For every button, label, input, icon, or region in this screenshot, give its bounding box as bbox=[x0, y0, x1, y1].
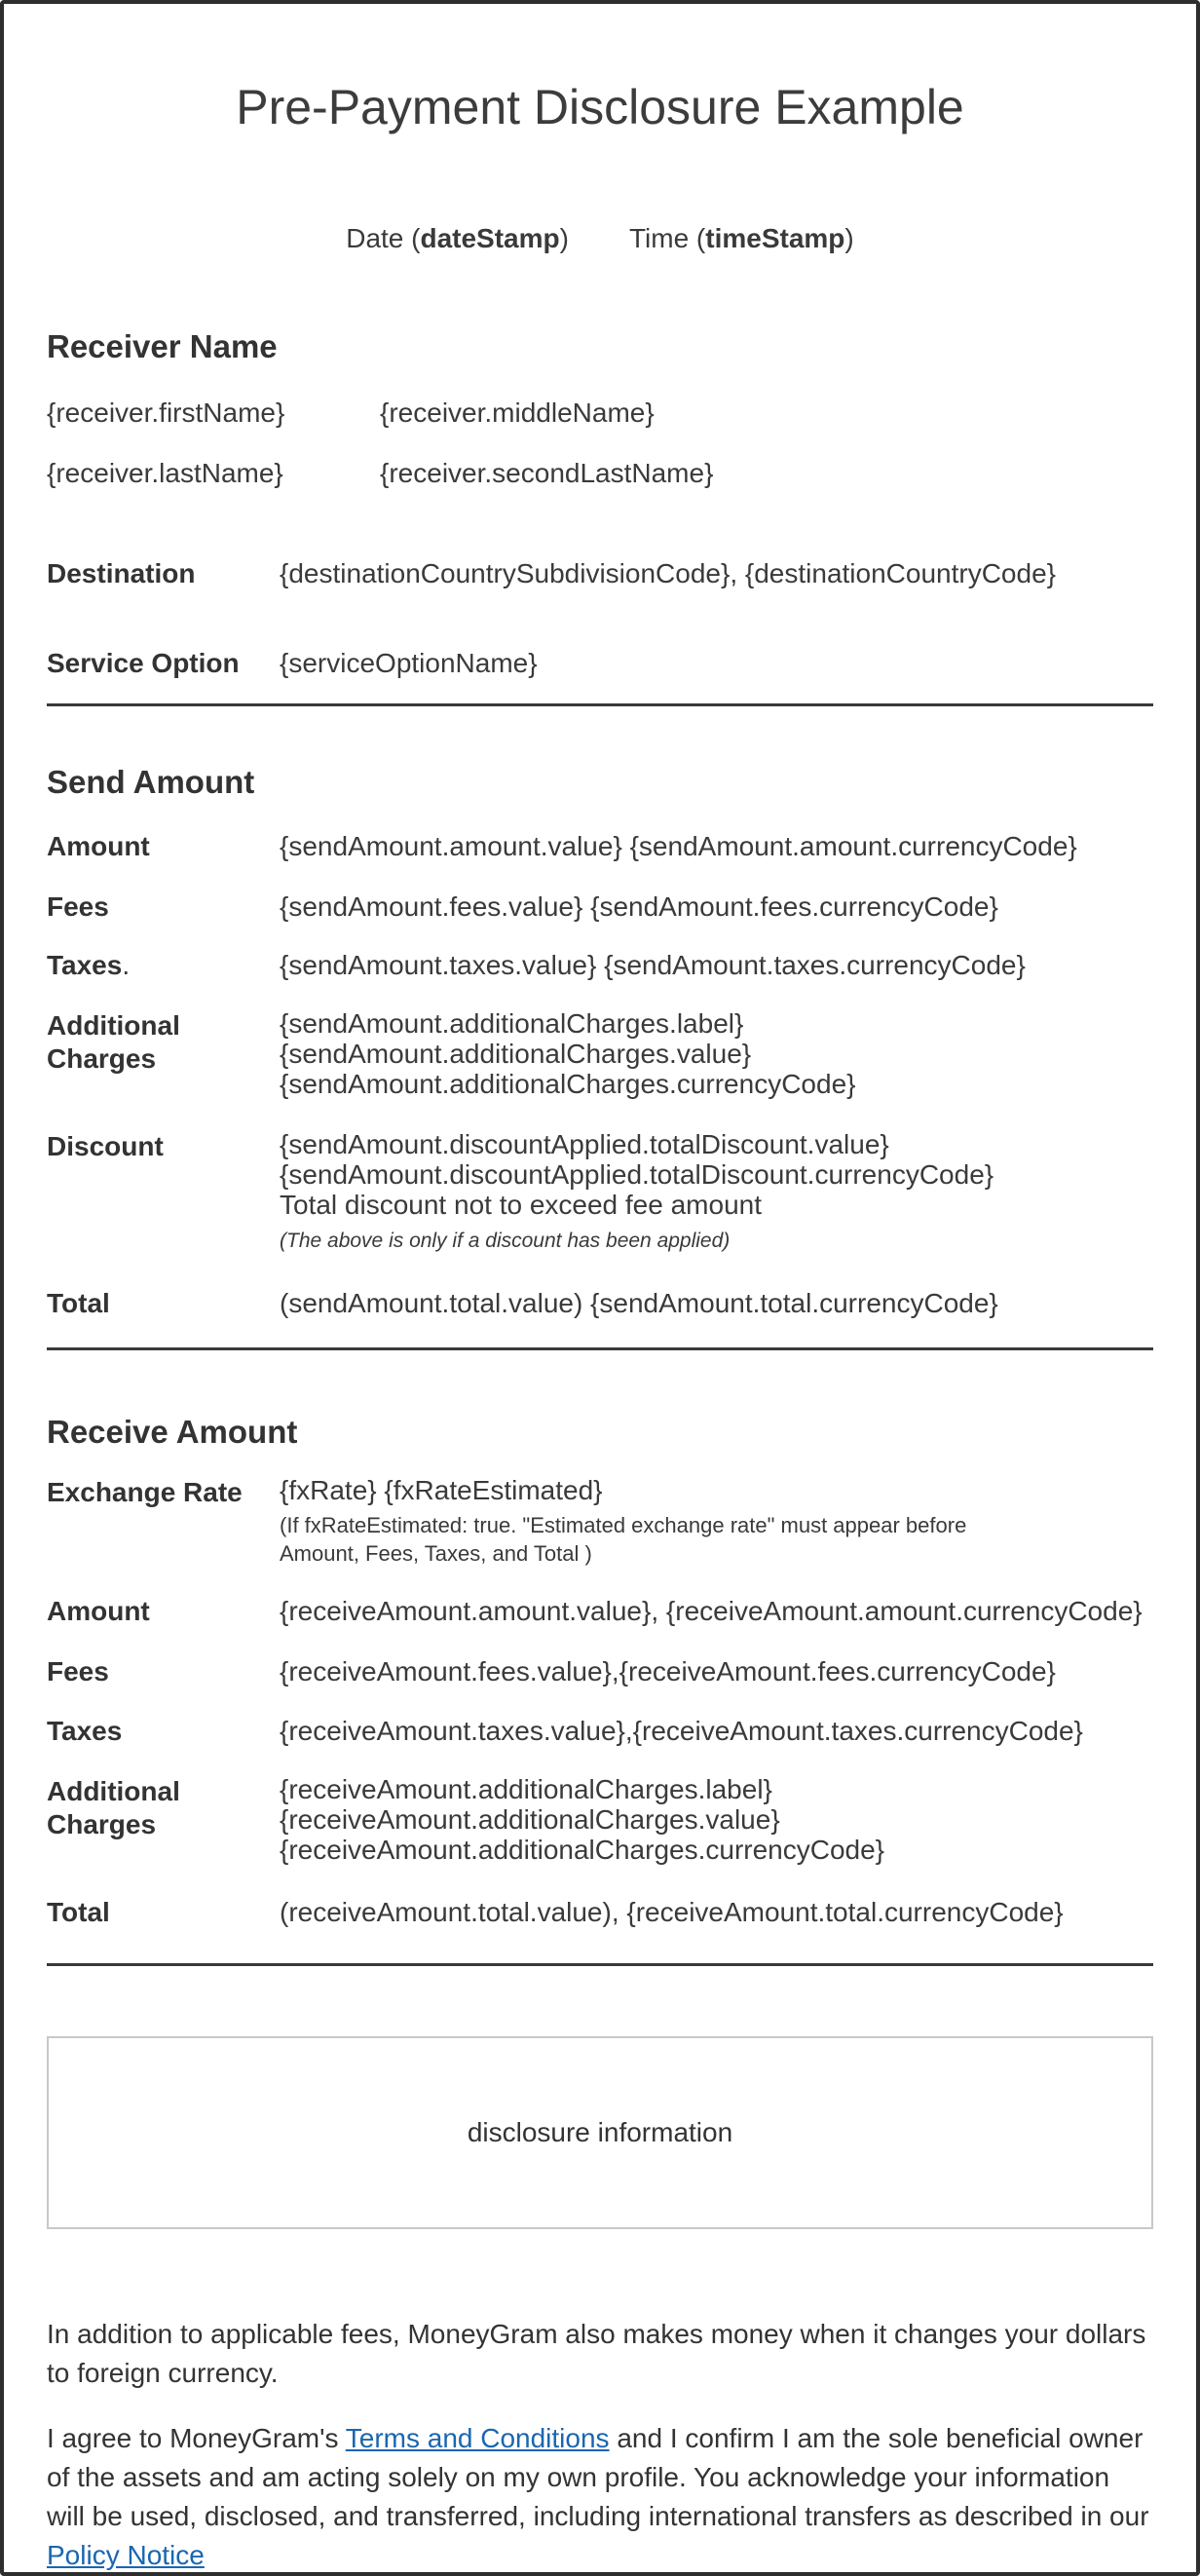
agreement-text: I agree to MoneyGram's bbox=[47, 2423, 346, 2454]
service-option-row bbox=[47, 647, 1153, 680]
send-discount-note: (The above is only if a discount has been applied) bbox=[280, 1229, 731, 1252]
exchange-rate-row bbox=[47, 1476, 1153, 1568]
receive-taxes-label: Taxes bbox=[47, 1716, 123, 1747]
receiver-name-row bbox=[47, 457, 1153, 490]
send-amount-heading: Send Amount bbox=[47, 763, 255, 800]
disclosure-information-text: disclosure information bbox=[467, 2116, 733, 2147]
receive-amount-row bbox=[47, 1595, 1153, 1628]
section-divider bbox=[47, 1963, 1153, 1966]
receive-amount-value: {receiveAmount.amount.value}, {receiveAmount.amount.currencyCode} bbox=[280, 1596, 1143, 1627]
date-suffix: ) bbox=[559, 223, 569, 253]
terms-and-conditions-link[interactable]: Terms and Conditions bbox=[345, 2423, 610, 2454]
receiver-second-last-name: {receiver.secondLastName} bbox=[380, 457, 714, 488]
fx-revenue-disclosure-paragraph: In addition to applicable fees, MoneyGram also makes money when it changes your dollars to foreign currency. bbox=[47, 2318, 1146, 2388]
receive-additional-charges-label: Additional Charges bbox=[47, 1775, 180, 1839]
send-amount-value: {sendAmount.amount.value} {sendAmount.amount.currencyCode} bbox=[280, 831, 1077, 862]
exchange-rate-note-line: Amount, Fees, Taxes, and Total ) bbox=[280, 1540, 592, 1566]
receiver-name-row bbox=[47, 397, 1153, 430]
receiver-last-name: {receiver.lastName} bbox=[47, 457, 283, 488]
send-taxes-value: {sendAmount.taxes.value} {sendAmount.taxes.currencyCode} bbox=[280, 950, 1026, 981]
time-suffix: ) bbox=[844, 223, 854, 253]
send-discount-label: Discount bbox=[47, 1131, 164, 1162]
send-total-label: Total bbox=[47, 1288, 110, 1319]
receive-amount-heading: Receive Amount bbox=[47, 1413, 298, 1450]
datetime-line bbox=[47, 222, 1153, 255]
send-additional-charges-line: {sendAmount.additionalCharges.label} bbox=[280, 1007, 744, 1039]
send-additional-charges-row bbox=[47, 1009, 1153, 1099]
receiver-name-heading: Receiver Name bbox=[47, 327, 278, 364]
send-taxes-label bbox=[47, 949, 280, 982]
time-stamp bbox=[629, 222, 854, 255]
send-amount-row bbox=[47, 830, 1153, 863]
time-prefix: Time ( bbox=[628, 223, 706, 253]
receive-additional-charges-value bbox=[280, 1775, 1153, 1865]
receive-additional-charges-line: {receiveAmount.additionalCharges.currencyCode} bbox=[280, 1834, 885, 1865]
receive-taxes-value: {receiveAmount.taxes.value},{receiveAmount.taxes.currencyCode} bbox=[280, 1716, 1083, 1747]
receiver-first-name: {receiver.firstName} bbox=[47, 398, 285, 429]
date-value: dateStamp bbox=[420, 223, 560, 253]
send-discount-line: {sendAmount.discountApplied.totalDiscount.currencyCode} bbox=[280, 1159, 994, 1191]
send-fees-row bbox=[47, 890, 1153, 924]
exchange-rate-line: {fxRate} {fxRateEstimated} bbox=[280, 1475, 603, 1506]
disclosure-information-box bbox=[47, 2036, 1153, 2229]
receive-fees-label: Fees bbox=[47, 1655, 109, 1686]
destination-label: Destination bbox=[47, 558, 196, 589]
page-title: Pre-Payment Disclosure Example bbox=[236, 80, 964, 134]
agreement-paragraph bbox=[47, 2419, 1153, 2574]
receiver-middle-name: {receiver.middleName} bbox=[380, 398, 655, 429]
receive-additional-charges-row bbox=[47, 1775, 1153, 1865]
agreement-text: and I confirm I am the sole beneficial owner of the assets and am acting solely on my own profile. You acknowledge your information will be used, disclosed, and transferred, including international transfers as described in our bbox=[47, 2423, 1149, 2531]
send-taxes-label-text: Taxes bbox=[47, 950, 123, 981]
exchange-rate-note bbox=[280, 1512, 1153, 1568]
date-stamp bbox=[346, 222, 569, 255]
receive-fees-row bbox=[47, 1655, 1153, 1688]
exchange-rate-value bbox=[280, 1476, 1153, 1568]
send-additional-charges-value bbox=[280, 1009, 1153, 1099]
exchange-rate-note-line: (If fxRateEstimated: true. "Estimated exchange rate" must appear before bbox=[280, 1513, 967, 1537]
exchange-rate-label: Exchange Rate bbox=[47, 1477, 243, 1508]
time-value: timeStamp bbox=[705, 223, 845, 253]
policy-notice-link[interactable]: Policy Notice bbox=[47, 2539, 205, 2570]
receive-additional-charges-line: {receiveAmount.additionalCharges.value} bbox=[280, 1803, 780, 1835]
send-discount-row bbox=[47, 1130, 1153, 1254]
receive-total-value: (receiveAmount.total.value), {receiveAmount.total.currencyCode} bbox=[280, 1897, 1064, 1928]
destination-value: {destinationCountrySubdivisionCode}, {destinationCountryCode} bbox=[280, 558, 1056, 589]
send-fees-label: Fees bbox=[47, 890, 109, 922]
send-discount-line: Total discount not to exceed fee amount bbox=[280, 1189, 762, 1220]
send-discount-value bbox=[280, 1130, 1153, 1254]
send-additional-charges-line: {sendAmount.additionalCharges.value} bbox=[280, 1038, 752, 1069]
send-additional-charges-line: {sendAmount.additionalCharges.currencyCode} bbox=[280, 1068, 856, 1099]
destination-row bbox=[47, 557, 1153, 590]
send-taxes-label-suffix: . bbox=[122, 950, 131, 981]
receive-total-label: Total bbox=[47, 1897, 110, 1928]
receive-fees-value: {receiveAmount.fees.value},{receiveAmount.fees.currencyCode} bbox=[280, 1655, 1056, 1686]
send-total-value: (sendAmount.total.value) {sendAmount.total.currencyCode} bbox=[280, 1288, 998, 1319]
send-fees-value: {sendAmount.fees.value} {sendAmount.fees.currencyCode} bbox=[280, 890, 998, 922]
send-additional-charges-label: Additional Charges bbox=[47, 1009, 180, 1074]
section-divider bbox=[47, 1347, 1153, 1350]
section-divider bbox=[47, 703, 1153, 706]
send-amount-label: Amount bbox=[47, 831, 150, 862]
receive-taxes-row bbox=[47, 1715, 1153, 1748]
date-prefix: Date ( bbox=[346, 223, 421, 253]
send-taxes-row bbox=[47, 949, 1153, 982]
receive-additional-charges-line: {receiveAmount.additionalCharges.label} bbox=[280, 1773, 772, 1804]
send-total-row bbox=[47, 1287, 1153, 1320]
receive-total-row bbox=[47, 1896, 1153, 1929]
service-option-label: Service Option bbox=[47, 647, 240, 678]
send-discount-line: {sendAmount.discountApplied.totalDiscount.value} bbox=[280, 1129, 889, 1160]
service-option-value: {serviceOptionName} bbox=[280, 647, 538, 678]
receive-amount-label: Amount bbox=[47, 1596, 150, 1627]
